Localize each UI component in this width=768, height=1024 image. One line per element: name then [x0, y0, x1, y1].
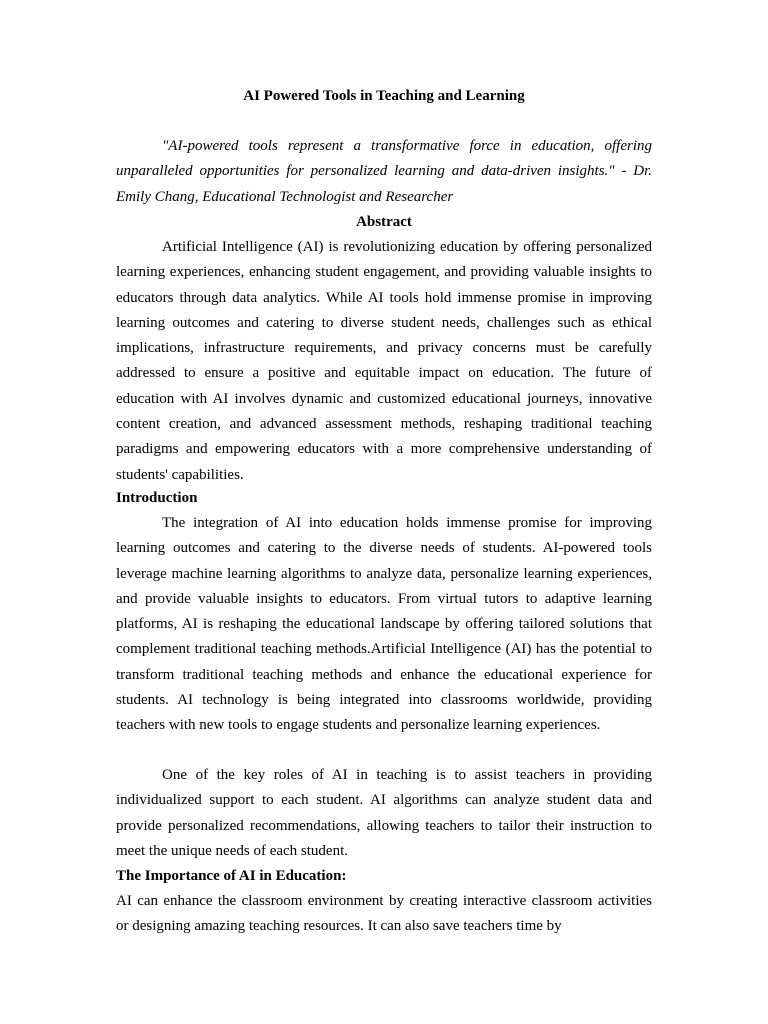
introduction-paragraph-1: The integration of AI into education holds immense promise for improving learning outcomes and catering to the diverse needs of students. AI-powered tools leverage machine learning algorithms to analyze data, personalize learning experiences, and provide valuable insights to educators. From virtual tutors to adaptive learning platforms, AI is reshaping the educational landscape by offering tailored solutions that complement traditional teaching methods.Artificial Intelligence (AI) has the potential to transform traditional teaching methods and enhance the educational experience for students. AI technology is being integrated into classrooms worldwide, providing teachers with new tools to engage students and personalize learning experiences.	[116, 515, 652, 734]
importance-heading: The Importance of AI in Education:	[116, 868, 347, 884]
introduction-heading: Introduction	[116, 490, 198, 506]
abstract-paragraph: Artificial Intelligence (AI) is revolutionizing education by offering personalized learning experiences, enhancing student engagement, and providing valuable insights to educators through data analytics. While AI tools hold immense promise in improving learning outcomes and catering to diverse student needs, challenges such as ethical implications, infrastructure requirements, and privacy concerns must be carefully addressed to ensure a positive and equitable impact on education. The future of education with AI involves dynamic and customized educational journeys, innovative content creation, and advanced assessment methods, reshaping traditional teaching paradigms and empowering educators with a more comprehensive understanding of students' capabilities.	[116, 239, 652, 483]
introduction-paragraph-2: One of the key roles of AI in teaching is to assist teachers in providing individualized support to each student. AI algorithms can analyze student data and provide personalized recommendations, allowing teachers to tailor their instruction to meet the unique needs of each student.	[116, 767, 652, 859]
abstract-heading: Abstract	[356, 214, 412, 230]
importance-paragraph: AI can enhance the classroom environment by creating interactive classroom activities or designing amazing teaching resources. It can also save teachers time by	[116, 893, 652, 935]
epigraph-quote: "AI-powered tools represent a transformative force in education, offering unparalleled opportunities for personalized learning and data-driven insights." - Dr. Emily Chang, Educational Technologist and Researcher	[116, 138, 652, 205]
document-title: AI Powered Tools in Teaching and Learning	[243, 88, 525, 104]
